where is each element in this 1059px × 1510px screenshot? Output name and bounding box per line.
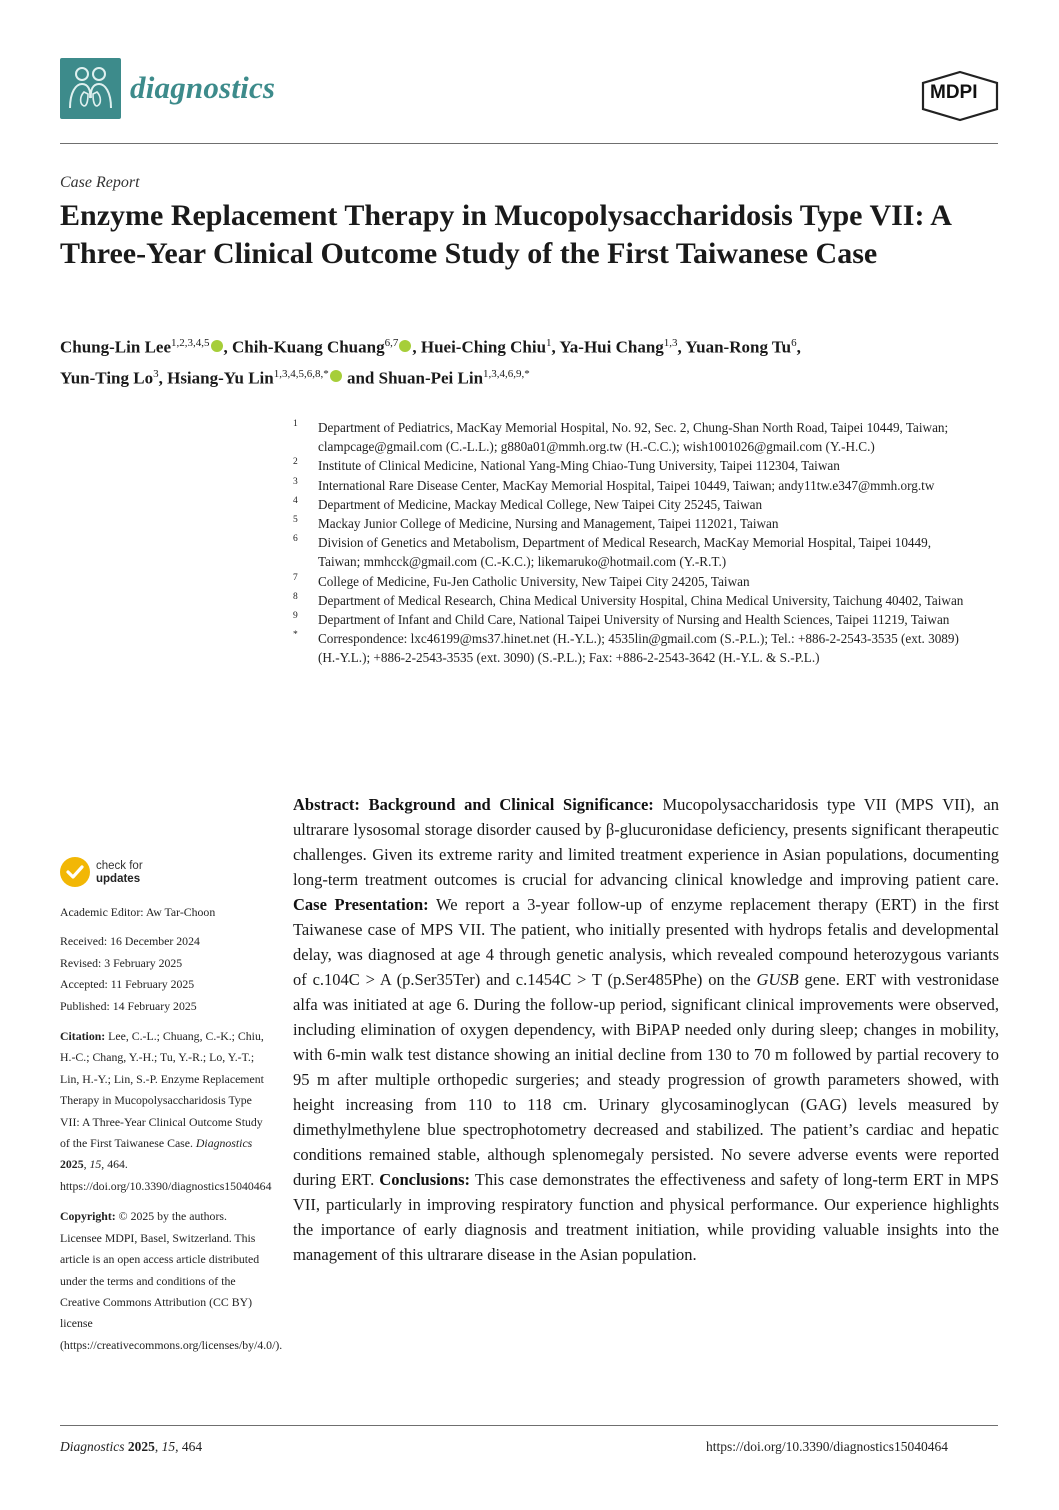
affiliation-text: Correspondence: lxc46199@ms37.hinet.net (H.-Y.L.); 4535lin@gmail.com (S.-P.L.); Tel.: +886-2-2543-3535 (ext. 3089) (H.-Y.L.); +886-2-2543-3535 (ext. 3090) (S.-P.L.); Fax: +886-2-2543-3642 (H.-Y.L. & S.-P.L.) xyxy=(318,631,959,666)
published-date: Published: 14 February 2025 xyxy=(60,998,197,1013)
affiliation-number: * xyxy=(293,630,298,641)
affiliation-text: Department of Medicine, Mackay Medical College, New Taipei City 25245, Taiwan xyxy=(318,496,763,512)
copyright-text: © 2025 by the authors. Licensee MDPI, Basel, Switzerland. This article is an open access article distributed under the terms and conditions of the Creative Commons Attribution (CC BY) license (https://creativecommons.org/licenses/by/4.0/). xyxy=(60,1209,283,1352)
affiliation-item xyxy=(290,514,970,533)
article-title: Enzyme Replacement Therapy in Mucopolysaccharidosis Type VII: A Three-Year Clinical Outcome Study of the First Taiwanese Case xyxy=(60,199,951,270)
affiliation-number: 5 xyxy=(293,515,298,526)
abstract xyxy=(293,792,999,1267)
affiliation-number: 9 xyxy=(293,611,298,622)
affiliation-item xyxy=(290,629,970,667)
journal-name: diagnostics xyxy=(130,70,276,105)
footer-divider xyxy=(60,1425,998,1426)
affiliation-item xyxy=(290,591,970,610)
affiliation-item xyxy=(290,610,970,629)
author-separator: , xyxy=(223,337,232,357)
affiliation-item xyxy=(290,495,970,514)
check-line-2: updates xyxy=(96,873,141,885)
affiliation-number: 3 xyxy=(293,476,298,487)
revised-date: Revised: 3 February 2025 xyxy=(60,955,183,970)
copyright-label: Copyright: xyxy=(60,1209,116,1224)
copyright xyxy=(60,1206,283,1356)
affiliation-item xyxy=(290,572,970,591)
abstract-label: Abstract: xyxy=(293,795,360,814)
affiliation-text: College of Medicine, Fu-Jen Catholic University, New Taipei City 24205, Taiwan xyxy=(318,573,750,589)
author-affiliation-marks: 6,7 xyxy=(384,337,399,349)
author-name: Hsiang-Yu Lin xyxy=(167,368,274,388)
author-name: Chih-Kuang Chuang xyxy=(232,337,385,357)
affiliation-number: 4 xyxy=(293,495,298,506)
check-for-updates-button[interactable] xyxy=(60,857,90,887)
affiliation-number: 8 xyxy=(293,591,298,602)
footer-journal: Diagnostics xyxy=(60,1439,125,1454)
article-info-sidebar xyxy=(60,902,283,1356)
abstract-background-text: Mucopolysaccharidosis type VII (MPS VII), an ultrarare lysosomal storage disorder caused by β-glucuronidase deficiency, presents significant therapeutic challenges. Given its extreme rarity and limited treatment experience in Asian populations, documenting long-term treatment outcomes is crucial for advancing clinical knowledge and improving patient care. xyxy=(293,795,999,889)
affiliation-text: Department of Infant and Child Care, National Taipei University of Nursing and Health Sciences, Taipei 11219, Taiwan xyxy=(318,612,950,628)
author-name: Yun-Ting Lo xyxy=(60,368,154,388)
affiliation-item xyxy=(290,418,970,456)
footer-citation: Diagnostics 2025, 15, 464 xyxy=(60,1439,203,1454)
orcid-icon[interactable] xyxy=(399,340,411,352)
affiliation-number: 2 xyxy=(293,457,298,468)
footer-volume: 15 xyxy=(161,1439,176,1454)
footer-article: , 464 xyxy=(175,1439,203,1454)
footer-year: 2025 xyxy=(127,1439,155,1454)
author-affiliation-marks: 1,2,3,4,5 xyxy=(171,337,210,349)
affiliation-text: Department of Pediatrics, MacKay Memorial Hospital, No. 92, Sec. 2, Chung-Shan North Road, Taipei 10449, Taiwan; clampcage@gmail.com (C.-L.L.); g880a01@mmh.org.tw (H.-C.C.); wish1001026@gmail.com (Y.-H.C.) xyxy=(318,420,949,455)
affiliation-text: Department of Medical Research, China Medical University Hospital, China Medical University, Taichung 40402, Taiwan xyxy=(318,592,964,608)
abstract-conclusions-text: This case demonstrates the effectiveness and safety of long-term ERT in MPS VII, particularly in improving respiratory function and physical performance. Our experience highlights the importance of early diagnosis and treatment initiation, while providing valuable insights into the management of this ultrarare disease in the Asian population. xyxy=(293,1170,1000,1264)
academic-editor: Academic Editor: Aw Tar-Choon xyxy=(60,905,216,919)
check-for-updates-label[interactable] xyxy=(96,860,143,886)
author-separator: , xyxy=(551,337,560,357)
citation-year: 2025 xyxy=(60,1157,84,1172)
gene-name: GUSB xyxy=(756,970,799,989)
author-name: Ya-Hui Chang xyxy=(559,337,664,357)
author-separator: and xyxy=(342,368,379,388)
citation-label: Citation: xyxy=(60,1029,106,1044)
abstract-case-heading: Case Presentation: xyxy=(293,895,429,914)
author-affiliation-marks: 1 xyxy=(546,337,552,349)
footer-doi-link[interactable]: https://doi.org/10.3390/diagnostics15040464 xyxy=(706,1439,949,1454)
author-name: Shuan-Pei Lin xyxy=(378,368,484,388)
author-affiliation-marks: 1,3,4,6,9,* xyxy=(483,367,530,380)
author-affiliation-marks: 3 xyxy=(153,367,159,380)
publisher-name: MDPI xyxy=(930,82,978,103)
affiliation-number: 6 xyxy=(293,534,298,545)
affiliation-item xyxy=(290,476,970,495)
author-separator: , xyxy=(677,337,686,357)
author-list xyxy=(60,330,1010,391)
affiliation-number: 7 xyxy=(293,572,298,583)
affiliation-number: 1 xyxy=(293,419,298,429)
citation-volume: 15 xyxy=(89,1157,102,1172)
abstract-case-text: We report a 3-year follow-up of enzyme replacement therapy (ERT) in the first Taiwanese case of MPS VII. The patient, who initially presented with hydrops fetalis and developmental delay, was diagnosed at age 4 through genetic analysis, which revealed compound heterozygous variants of c.104C > A (p.Ser35Ter) and c.1454C > T (p.Ser485Phe) on the xyxy=(293,895,999,989)
author-separator: , xyxy=(158,368,168,388)
affiliations xyxy=(290,418,970,668)
author-name: Chung-Lin Lee xyxy=(60,337,171,357)
orcid-icon[interactable] xyxy=(330,370,342,382)
author-affiliation-marks: 1,3,4,5,6,8,* xyxy=(273,367,329,380)
accepted-date: Accepted: 11 February 2025 xyxy=(60,977,195,992)
received-date: Received: 16 December 2024 xyxy=(60,934,200,949)
orcid-icon[interactable] xyxy=(211,340,223,352)
citation-text: Lee, C.-L.; Chuang, C.-K.; Chiu, H.-C.; Chang, Y.-H.; Tu, Y.-R.; Lo, Y.-T.; Lin, H.-Y.; Lin, S.-P. Enzyme Replacement Therapy in Mucopolysaccharidosis Type VII: A Three-Year Clinical Outcome Study of the First Taiwanese Case. xyxy=(60,1029,264,1151)
journal-logo xyxy=(60,58,121,119)
abstract-case-text-cont: gene. ERT with vestronidase alfa was initiated at age 6. During the follow-up period, significant clinical improvements were observed, including elimination of oxygen dependency, with BiPAP needed only during sleep; changes in mobility, with 6-min walk test distance showing an initial decline from 130 to 70 m followed by partial recovery to 95 m after multiple orthopedic surgeries; and steady progression of growth parameters showed, with height increasing from 110 to 118 cm. Urinary glycosaminoglycan (GAG) levels measured by dimethylmethylene blue spectrophotometry decreased and stabilized. The patient’s cardiac and hepatic conditions remained stable, although splenomegaly persisted. No severe adverse events were reported during ERT. xyxy=(293,970,999,1189)
author-affiliation-marks: 1,3 xyxy=(663,337,678,349)
author-name: Huei-Ching Chiu xyxy=(420,337,547,357)
affiliation-text: Division of Genetics and Metabolism, Department of Medical Research, MacKay Memorial Hospital, Taipei 10449, Taiwan; mmhcck@gmail.com (C.-K.C.); likemaruko@hotmail.com (Y.-R.T.) xyxy=(318,535,931,570)
affiliation-text: Institute of Clinical Medicine, National Yang-Ming Chiao-Tung University, Taipei 112304, Taiwan xyxy=(318,458,840,474)
affiliation-item xyxy=(290,456,970,475)
checkmark-icon xyxy=(60,857,90,887)
check-line-1: check for xyxy=(96,860,143,872)
article-type: Case Report xyxy=(60,174,140,191)
citation-journal: Diagnostics xyxy=(195,1136,253,1151)
affiliation-item xyxy=(290,533,970,571)
abstract-conclusions-heading: Conclusions: xyxy=(379,1170,471,1189)
citation-doi[interactable]: , 464. https://doi.org/10.3390/diagnostics15040464 xyxy=(60,1157,272,1193)
affiliation-text: Mackay Junior College of Medicine, Nursing and Management, Taipei 112021, Taiwan xyxy=(318,516,779,532)
abstract-background-heading: Background and Clinical Significance: xyxy=(368,795,654,814)
author-name: Yuan-Rong Tu xyxy=(685,337,792,357)
people-lungs-icon xyxy=(60,58,121,119)
author-affiliation-marks: 6 xyxy=(791,337,797,349)
header-divider xyxy=(60,143,998,144)
author-separator: , xyxy=(412,337,421,357)
citation: Citation: Lee, C.-L.; Chuang, C.-K.; Chiu, H.-C.; Chang, Y.-H.; Tu, Y.-R.; Lo, Y.-T.; Lin, H.-Y.; Lin, S.-P. Enzyme Replacement Therapy in Mucopolysaccharidosis Type VII: A Three-Year Clinical Outcome Study of the First Taiwanese Case. Diagnostics 2025, 15, 464. https://doi.org/10.3390/diagnostics15040464 xyxy=(60,1029,272,1193)
author-separator: , xyxy=(796,337,801,357)
affiliation-text: International Rare Disease Center, MacKay Memorial Hospital, Taipei 10449, Taiwan; andy11tw.e347@mmh.org.tw xyxy=(318,477,935,493)
